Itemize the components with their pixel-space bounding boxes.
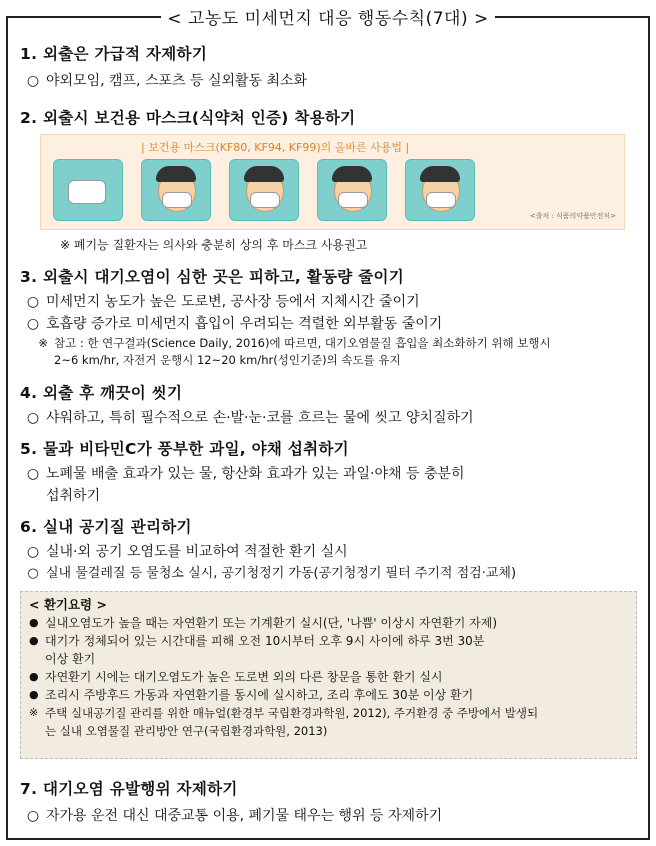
bullet: ○	[26, 73, 40, 89]
item-text: 노폐물 배출 효과가 있는 물, 항산화 효과가 있는 과일·야채 등 충분히	[46, 466, 465, 482]
bullet: ○	[26, 294, 40, 310]
section-6	[20, 515, 640, 759]
ventilation-note-continued: 는 실내 오염물질 관리방안 연구(국립환경과학원, 2013)	[45, 724, 328, 738]
section-3	[20, 265, 640, 369]
mask-step-4-image	[317, 159, 387, 221]
section-title: 4. 외출 후 깨끗이 씻기	[20, 384, 183, 402]
item-text: 미세먼지 농도가 높은 도로변, 공사장 등에서 지체시간 줄이기	[46, 294, 420, 310]
list-item	[20, 407, 640, 429]
item-text: 실내 물걸레질 등 물청소 실시, 공기청정기 가동(공기청정기 필터 주기적 점검·교체)	[46, 566, 517, 581]
ventilation-item: ● 대기가 정체되어 있는 시간대를 피해 오전 10시부터 오후 9시 사이에 하루 3번 30분	[29, 634, 485, 648]
ventilation-heading: < 환기요령 >	[29, 597, 107, 612]
list-item	[20, 563, 640, 585]
bullet: ○	[26, 808, 40, 824]
section-note: ※ 폐기능 질환자는 의사와 충분히 상의 후 마스크 사용권고	[60, 238, 368, 252]
section-note-continued: 2~6 km/hr, 자전거 운행시 12~20 km/hr(성인기준)의 속도를 유지	[54, 353, 401, 367]
section-7	[20, 777, 640, 827]
bullet: ○	[26, 466, 40, 482]
section-note: ※ 참고 : 한 연구결과(Science Daily, 2016)에 따르면, 대기오염물질 흡입을 최소화하기 위해 보행시	[38, 336, 551, 350]
list-item	[20, 313, 640, 335]
section-title: 6. 실내 공기질 관리하기	[20, 518, 192, 536]
ventilation-note: ※ 주택 실내공기질 관리를 위한 매뉴얼(환경부 국립환경과학원, 2012), 주거환경 중 주방에서 발생되	[29, 706, 539, 720]
item-text: 자가용 운전 대신 대중교통 이용, 폐기물 태우는 행위 등 자제하기	[46, 808, 443, 824]
page-title: < 고농도 미세먼지 대응 행동수칙(7대) >	[161, 4, 495, 29]
mask-step-5-image	[405, 159, 475, 221]
image-source: <출처 : 식품의약품안전처>	[529, 212, 616, 220]
bullet: ○	[27, 566, 39, 581]
ventilation-item: ● 실내오염도가 높을 때는 자연환기 또는 기계환기 실시(단, '나쁨' 이상시 자연환기 자제)	[29, 616, 498, 630]
section-title: 7. 대기오염 유발행위 자제하기	[20, 780, 238, 798]
image-caption: | 보건용 마스크(KF80, KF94, KF99)의 올바른 사용법 |	[141, 141, 410, 154]
section-5	[20, 437, 640, 507]
section-1	[20, 42, 640, 92]
section-title: 3. 외출시 대기오염이 심한 곳은 피하고, 활동량 줄이기	[20, 268, 405, 286]
item-text: 야외모임, 캠프, 스포츠 등 실외활동 최소화	[46, 73, 308, 89]
section-4	[20, 381, 640, 429]
mask-step-3-image	[229, 159, 299, 221]
bullet: ○	[26, 544, 40, 560]
section-title: 1. 외출은 가급적 자제하기	[20, 45, 208, 63]
ventilation-item: ● 자연환기 시에는 대기오염도가 높은 도로변 외의 다른 창문을 통한 환기 실시	[29, 670, 443, 684]
item-text: 샤워하고, 특히 필수적으로 손·발·눈·코를 흐르는 물에 씻고 양치질하기	[46, 410, 474, 426]
bullet: ○	[26, 316, 40, 332]
section-2	[20, 106, 640, 253]
section-title: 2. 외출시 보건용 마스크(식약처 인증) 착용하기	[20, 109, 356, 127]
list-item	[20, 70, 640, 92]
content	[20, 32, 640, 827]
list-item	[20, 805, 640, 827]
list-item	[20, 463, 640, 485]
ventilation-item-continued: 이상 환기	[45, 652, 96, 666]
mask-step-1-image	[53, 159, 123, 221]
ventilation-box	[20, 591, 637, 759]
mask-step-2-image	[141, 159, 211, 221]
item-text: 호흡량 증가로 미세먼지 흡입이 우려되는 격렬한 외부활동 줄이기	[46, 316, 443, 332]
title-bar	[0, 4, 656, 29]
list-item-continued: 섭취하기	[46, 488, 101, 504]
ventilation-item: ● 조리시 주방후드 가동과 자연환기를 동시에 실시하고, 조리 후에도 30분 이상 환기	[29, 688, 474, 702]
section-title: 5. 물과 비타민C가 풍부한 과일, 야채 섭취하기	[20, 440, 349, 458]
list-item	[20, 291, 640, 313]
list-item	[20, 541, 640, 563]
bullet: ○	[26, 410, 40, 426]
item-text: 실내·외 공기 오염도를 비교하여 적절한 환기 실시	[46, 544, 348, 560]
mask-usage-image	[40, 134, 625, 230]
